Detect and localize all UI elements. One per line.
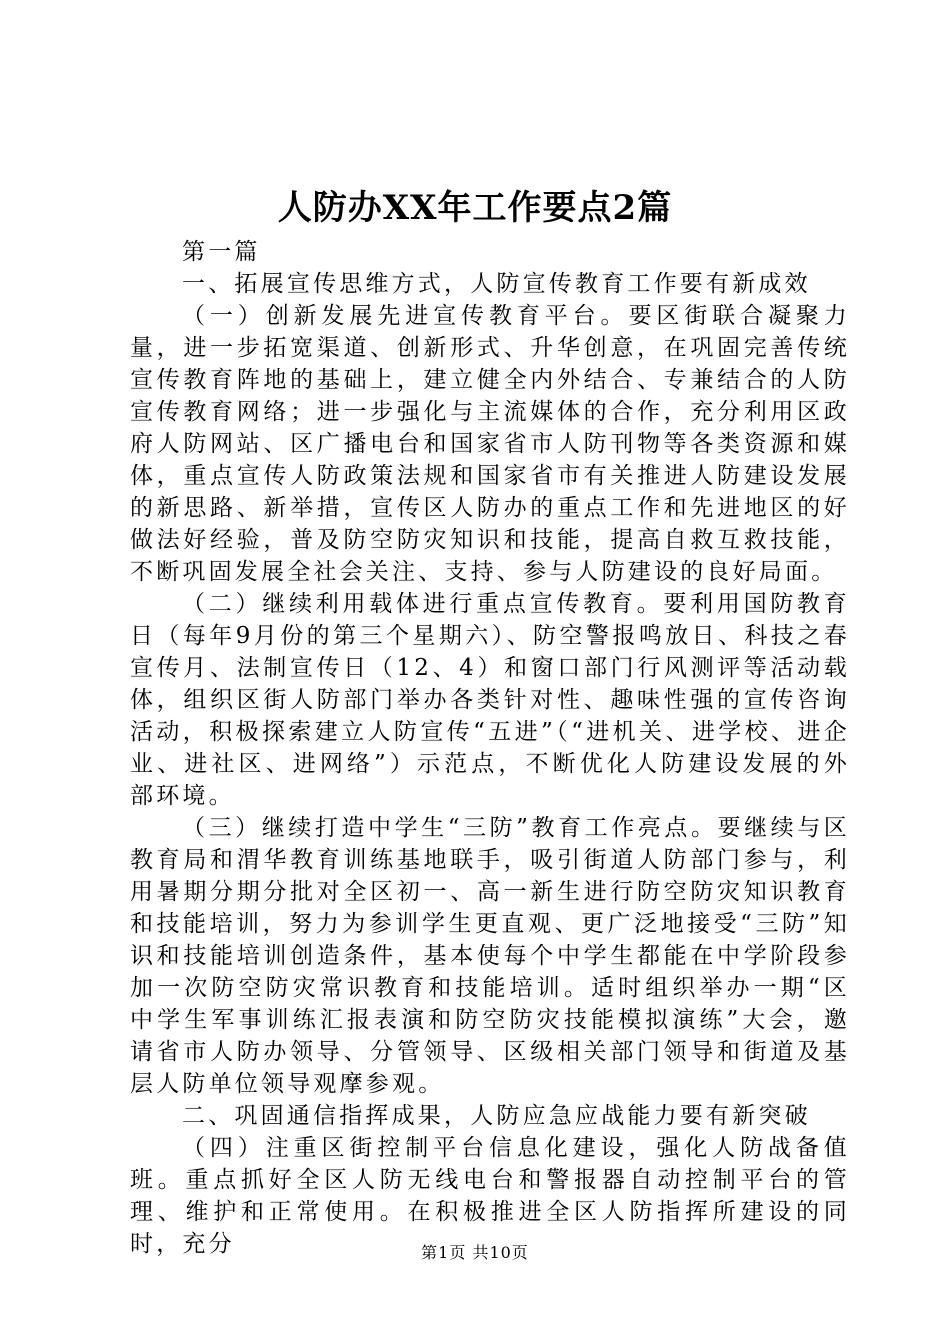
section-heading: 二、巩固通信指挥成果，人防应急应战能力要有新突破 bbox=[182, 1103, 811, 1129]
paragraph: （二）继续利用载体进行重点宣传教育。要利用国防教育日（每年9月份的第三个星期六）、防空警报鸣放日、科技之春宣传月、法制宣传日（12、4）和窗口部门行风测评等活动载体，组织区街人防部门举办各类针对性、趣味性强的宣传咨询活动，积极探索建立人防宣传“五进”（“进机关、进学校、进企业、进社区、进网络”）示范点，不断优化人防建设发展的外部环境。 bbox=[130, 591, 850, 809]
paragraph: （三）继续打造中学生“三防”教育工作亮点。要继续与区教育局和渭华教育训练基地联手，吸引街道人防部门参与，利用暑期分期分批对全区初一、高一新生进行防空防灾知识教育和技能培训，努力为参训学生更直观、更广泛地接受“三防”知识和技能培训创造条件，基本使每个中学生都能在中学阶段参加一次防空防灾常识教育和技能培训。适时组织举办一期“区中学生军事训练汇报表演和防空防灾技能模拟演练”大会，邀请省市人防办领导、分管领导、区级相关部门领导和街道及基层人防单位领导观摩参观。 bbox=[130, 815, 850, 1097]
document-title: 人防办XX年工作要点2篇 bbox=[277, 188, 673, 228]
paragraph: （一）创新发展先进宣传教育平台。要区街联合凝聚力量，进一步拓宽渠道、创新形式、升华创意，在巩固完善传统宣传教育阵地的基础上，建立健全内外结合、专兼结合的人防宣传教育网络；进一步强化与主流媒体的合作，充分利用区政府人防网站、区广播电台和国家省市人防刊物等各类资源和媒体，重点宣传人防政策法规和国家省市有关推进人防建设发展的新思路、新举措，宣传区人防办的重点工作和先进地区的好做法好经验，普及防空防灾知识和技能，提高自救互救技能，不断巩固发展全社会关注、支持、参与人防建设的良好局面。 bbox=[130, 303, 850, 585]
section-heading: 一、拓展宣传思维方式，人防宣传教育工作要有新成效 bbox=[182, 271, 811, 297]
document-body bbox=[130, 236, 850, 1260]
section-heading: 第一篇 bbox=[182, 239, 261, 265]
paragraph: （四）注重区街控制平台信息化建设，强化人防战备值班。重点抓好全区人防无线电台和警报器自动控制平台的管理、维护和正常使用。在积极推进全区人防指挥所建设的同时，充分 bbox=[130, 1135, 850, 1257]
page-footer: 第1页 共10页 bbox=[421, 1243, 529, 1262]
